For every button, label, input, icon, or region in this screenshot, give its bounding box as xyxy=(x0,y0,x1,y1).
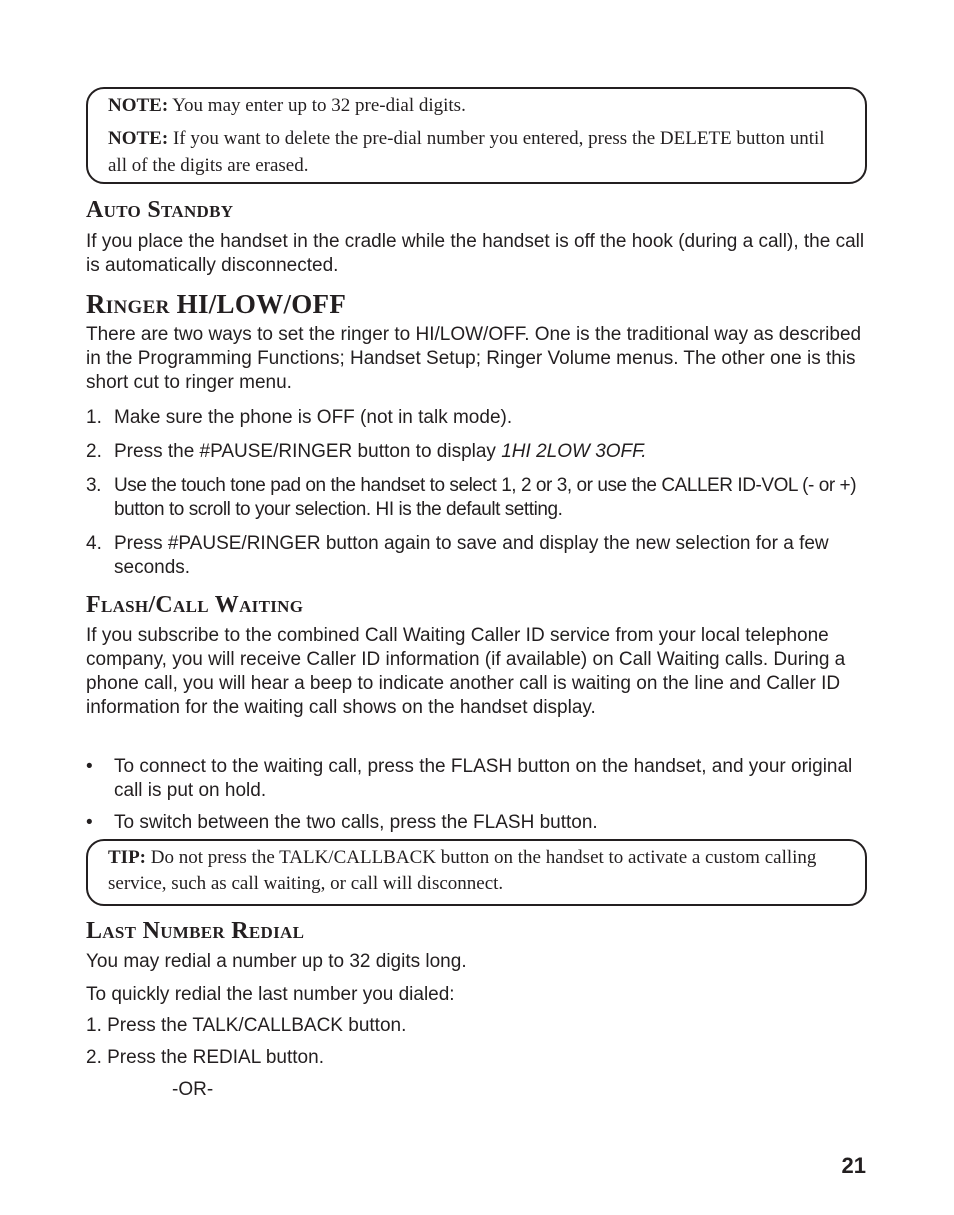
flash-call-waiting-heading: Flash/Call Waiting xyxy=(86,592,304,618)
step-text: Make sure the phone is OFF (not in talk mode). xyxy=(114,407,513,428)
auto-standby-body: If you place the handset in the cradle while the handset is off the hook (during a call), the call is automatically disconnected. xyxy=(86,231,865,276)
page-number: 21 xyxy=(841,1153,866,1178)
ringer-step-3 xyxy=(86,474,876,522)
flash-bullet-switch xyxy=(86,811,876,835)
redial-line-1: You may redial a number up to 32 digits long. xyxy=(86,951,467,972)
ringer-step-4 xyxy=(86,532,876,580)
note-label: NOTE: xyxy=(108,95,169,116)
bullet-marker: • xyxy=(86,812,93,833)
redial-line-2: To quickly redial the last number you dialed: xyxy=(86,984,455,1005)
step-text: Press #PAUSE/RINGER button again to save and display the new selection for a few seconds. xyxy=(114,533,829,578)
note-label: NOTE: xyxy=(108,128,169,149)
note-box xyxy=(86,87,867,184)
tip-text-wrapper xyxy=(108,845,845,897)
bullet-text: To connect to the waiting call, press the FLASH button on the handset, and your original call is put on hold. xyxy=(114,756,853,801)
ringer-step-2 xyxy=(86,440,876,464)
bullet-marker: • xyxy=(86,756,93,777)
tip-text: Do not press the TALK/CALLBACK button on the handset to activate a custom calling service, such as call waiting, or call will disconnect. xyxy=(108,847,817,894)
step-number: 3. xyxy=(86,475,101,496)
auto-standby-heading: Auto Standby xyxy=(86,197,234,223)
display-readout: 1HI 2LOW 3OFF. xyxy=(501,441,647,462)
note-text: If you want to delete the pre-dial number you entered, press the DELETE button until all of the digits are erased. xyxy=(108,128,825,176)
tip-box xyxy=(86,839,867,906)
redial-step-1: 1. Press the TALK/CALLBACK button. xyxy=(86,1015,407,1036)
step-number: 1. xyxy=(86,407,102,428)
step-number: 4. xyxy=(86,533,102,554)
flash-bullet-connect xyxy=(86,755,876,803)
ringer-body: There are two ways to set the ringer to HI/LOW/OFF. One is the traditional way as described in the Programming Functions; Handset Setup; Ringer Volume menus. The other one is this short cut to ringer menu. xyxy=(86,324,862,393)
last-number-redial-heading: Last Number Redial xyxy=(86,918,305,944)
ringer-heading: Ringer HI/LOW/OFF xyxy=(86,289,347,319)
note-delete-pre-dial xyxy=(108,125,845,179)
redial-step-2: 2. Press the REDIAL button. xyxy=(86,1047,324,1068)
step-text: Press the #PAUSE/RINGER button to display xyxy=(114,441,502,462)
ringer-step-1 xyxy=(86,406,876,430)
flash-call-waiting-body: If you subscribe to the combined Call Waiting Caller ID service from your local telephone company, you will receive Caller ID information (if available) on Call Waiting calls. During a phone call, you will hear a beep to indicate another call is waiting on the line and Caller ID information for the waiting call shows on the handset display. xyxy=(86,625,846,718)
step-text: Use the touch tone pad on the handset to select 1, 2 or 3, or use the CALLER ID-VOL (- or +) button to scroll to your selection. HI is the default setting. xyxy=(114,475,857,520)
step-text-wrapper xyxy=(114,440,876,464)
note-pre-dial-limit xyxy=(108,92,845,119)
redial-or-separator: -OR- xyxy=(172,1079,214,1100)
step-number: 2. xyxy=(86,441,102,462)
tip-label: TIP: xyxy=(108,847,146,868)
note-text: You may enter up to 32 pre-dial digits. xyxy=(168,95,466,116)
bullet-text: To switch between the two calls, press the FLASH button. xyxy=(114,812,598,833)
